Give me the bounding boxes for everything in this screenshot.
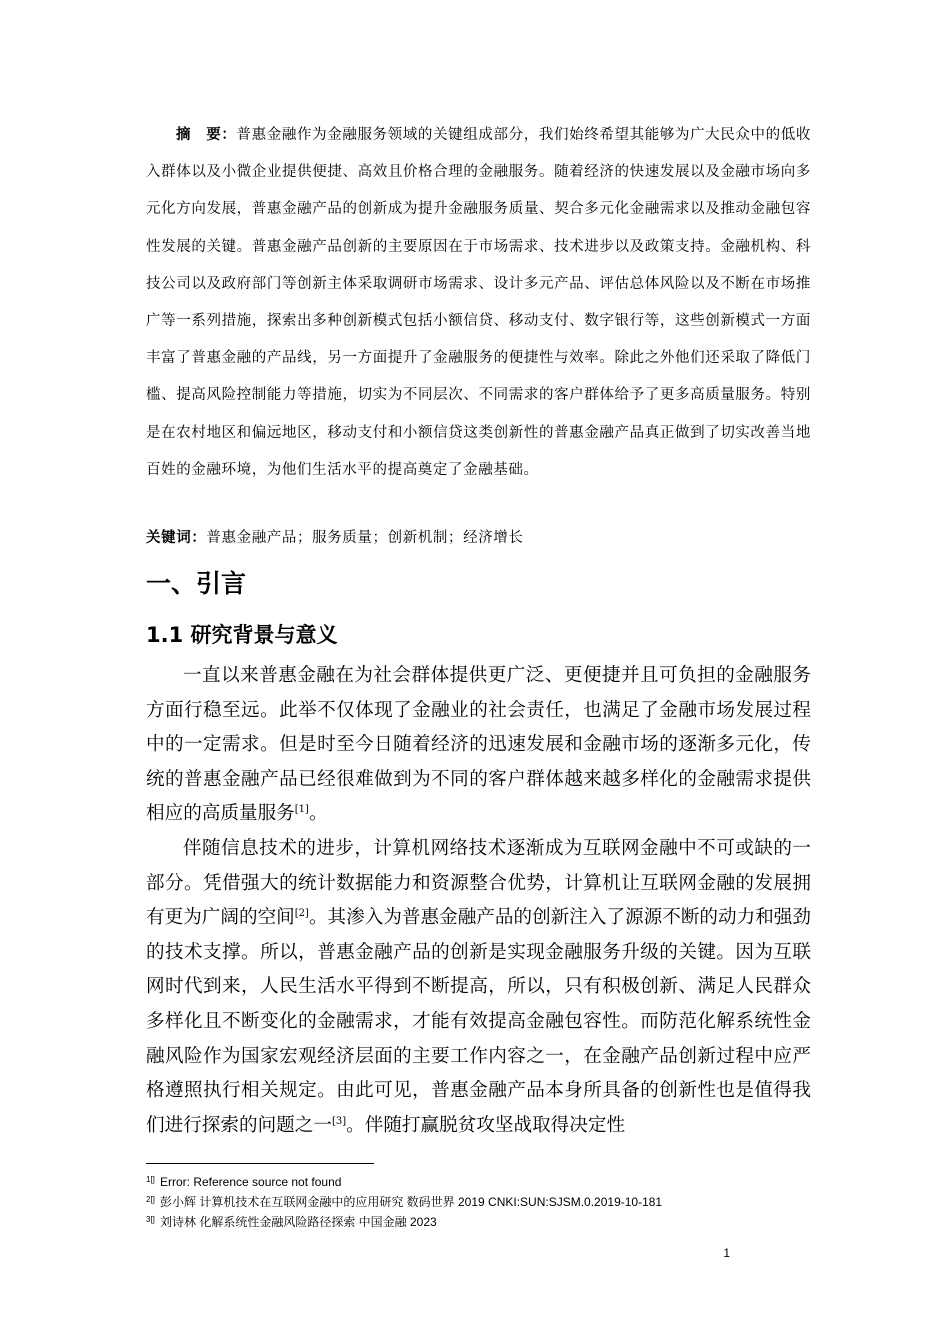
footnotes bbox=[146, 1171, 826, 1231]
paragraph-text: 。 bbox=[308, 803, 328, 825]
paragraph-text: 。其渗入为普惠金融产品的创新注入了源源不断的动力和强劲的技术支撑。所以，普惠金融产品的创新是实现金融服务升级的关键。因为互联网时代到来，人民生活水平得到不断提高，所以，只有积极创新、满足人民群众多样化且不断变化的金融需求，才能有效提高金融包容性。而防范化解系统性金融风险作为国家宏观经济层面的主要工作内容之一，在金融产品创新过程中应严格遵照执行相关规定。由此可见，普惠金融产品本身所具备的创新性也是值得我们进行探索的问题之一 bbox=[146, 907, 811, 1136]
body-paragraph-2 bbox=[146, 832, 811, 1143]
footnote-item bbox=[146, 1211, 826, 1231]
page-number: 1 bbox=[723, 1246, 730, 1260]
citation-ref[interactable]: [3] bbox=[331, 1115, 347, 1127]
footnote-text: Error: Reference source not found bbox=[160, 1175, 342, 1189]
footnote-text: 刘诗林 化解系统性金融风险路径探索 中国金融 2023 bbox=[160, 1215, 437, 1229]
abstract-paragraph bbox=[146, 116, 811, 489]
citation-ref[interactable]: [1] bbox=[294, 804, 309, 816]
keywords-label: 关键词： bbox=[146, 529, 207, 546]
section-heading: 一、引言 bbox=[146, 569, 247, 598]
footnote-mark: 2[] bbox=[146, 1195, 155, 1204]
abstract-text: 普惠金融作为金融服务领域的关键组成部分，我们始终希望其能够为广大民众中的低收入群体以及小微企业提供便捷、高效且价格合理的金融服务。随着经济的快速发展以及金融市场向多元化方向发展，普惠金融产品的创新成为提升金融服务质量、契合多元化金融需求以及推动金融包容性发展的关键。普惠金融产品创新的主要原因在于市场需求、技术进步以及政策支持。金融机构、科技公司以及政府部门等创新主体采取调研市场需求、设计多元产品、评估总体风险以及不断在市场推广等一系列措施，探索出多种创新模式包括小额信贷、移动支付、数字银行等，这些创新模式一方面丰富了普惠金融的产品线，另一方面提升了金融服务的便捷性与效率。除此之外他们还采取了降低门槛、提高风险控制能力等措施，切实为不同层次、不同需求的客户群体给予了更多高质量服务。特别是在农村地区和偏远地区，移动支付和小额信贷这类创新性的普惠金融产品真正做到了切实改善当地百姓的金融环境，为他们生活水平的提高奠定了金融基础。 bbox=[146, 127, 811, 478]
footnote-item bbox=[146, 1191, 826, 1211]
paragraph-text: 。伴随打赢脱贫攻坚战取得决定性 bbox=[346, 1114, 626, 1136]
citation-ref[interactable]: [2] bbox=[294, 908, 309, 920]
abstract-section bbox=[146, 116, 811, 489]
footnote-text: 彭小辉 计算机技术在互联网金融中的应用研究 数码世界 2019 CNKI:SUN:SJSM.0.2019-10-181 bbox=[160, 1195, 663, 1209]
body-text bbox=[146, 659, 811, 1143]
footnote-mark: 3[] bbox=[146, 1215, 155, 1224]
paragraph-text: 一直以来普惠金融在为社会群体提供更广泛、更便捷并且可负担的金融服务方面行稳至远。此举不仅体现了金融业的社会责任，也满足了金融市场发展过程中的一定需求。但是时至今日随着经济的迅速发展和金融市场的逐渐多元化，传统的普惠金融产品已经很难做到为不同的客户群体越来越多样化的金融需求提供相应的高质量服务 bbox=[146, 665, 811, 825]
abstract-label: 摘 要： bbox=[176, 126, 237, 143]
subsection-heading: 1.1 研究背景与意义 bbox=[146, 623, 338, 647]
footnote-item bbox=[146, 1171, 826, 1191]
keywords-text: 普惠金融产品；服务质量；创新机制；经济增长 bbox=[206, 530, 524, 546]
body-paragraph-1 bbox=[146, 659, 811, 832]
paragraph-text: 伴随信息技术的进步，计算机网络技术逐渐成为互联网金融中不可或缺的一部分。凭借强大的统计数据能力和资源整合优势，计算机让互联网金融的发展拥有更为广阔的空间 bbox=[146, 837, 811, 929]
footnote-divider bbox=[146, 1163, 374, 1164]
keywords-line bbox=[146, 519, 811, 557]
footnote-mark: 1[] bbox=[146, 1175, 155, 1184]
